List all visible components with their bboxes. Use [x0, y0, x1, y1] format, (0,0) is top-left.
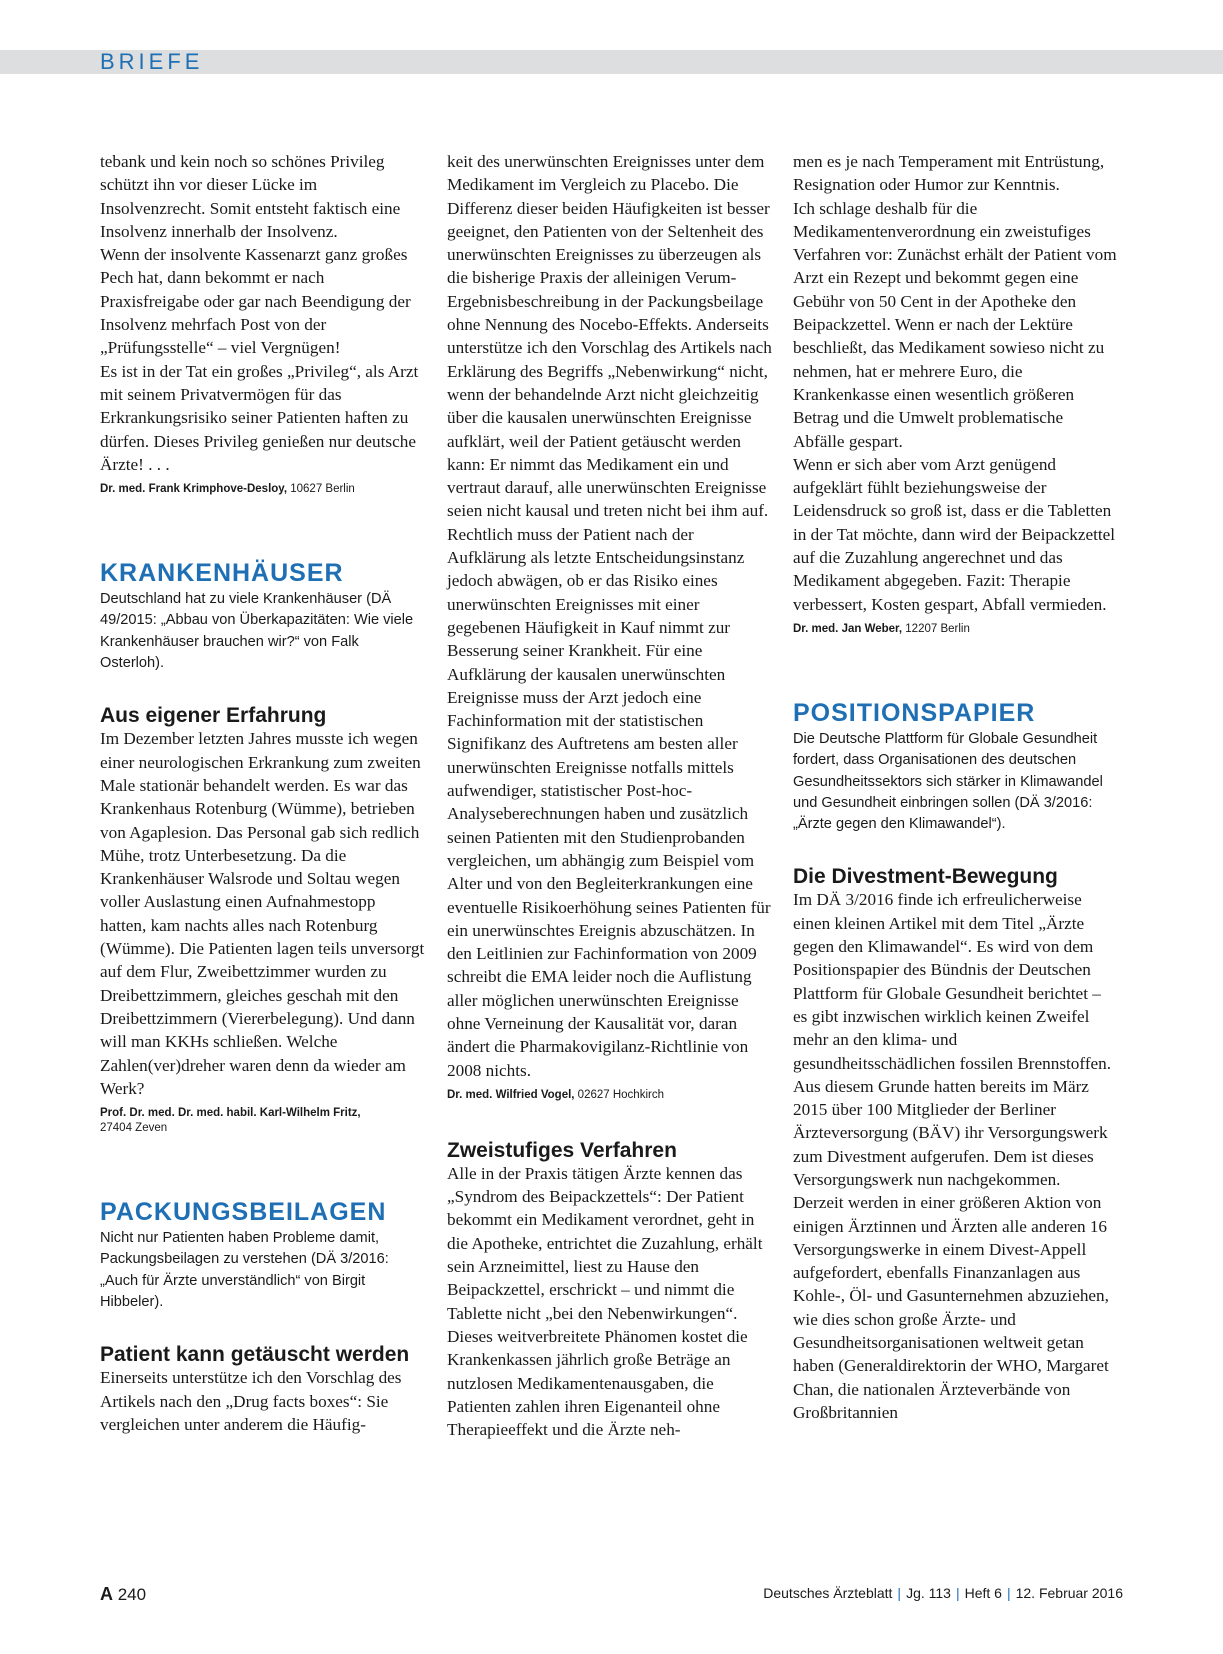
journal-issue: Heft 6 — [964, 1585, 1002, 1601]
paragraph: men es je nach Temperament mit Entrüstung, Resignation oder Humor zur Kenntnis. — [793, 152, 1105, 195]
article-subheading: Zweistufiges Verfahren — [447, 1138, 677, 1162]
signature-name: Dr. med. Frank Krimphove-Desloy, — [100, 483, 288, 496]
footer-separator: | — [955, 1585, 960, 1601]
paragraph: Einerseits unterstütze ich den Vorschlag des Artikels nach den „Drug facts boxes“: Sie vergleichen unter anderem die Häufig- — [100, 1368, 402, 1434]
section-lead: Nicht nur Patienten haben Probleme damit, Packungsbeilagen zu verstehen (DÄ 3/2016: „Auch für Ärzte unverständlich“ von Birgit Hibbeler). — [100, 1230, 389, 1310]
paragraph: Im DÄ 3/2016 finde ich erfreulicherweise einen kleinen Artikel mit dem Titel „Ärzte gegen den Klimawandel“. Es wird von dem Positionspapier des Bündnis der Deutschen Plattform für Globale Gesundheit berichtet – es gibt inzwischen wirklich keinen Zweifel mehr an den klima- und gesundheitsschädlichen fossilen Brennstoffen. — [793, 890, 1112, 1073]
paragraph: tebank und kein noch so schönes Privileg schützt ihn vor dieser Lücke im Insolvenzrecht. Somit entsteht faktisch eine Insolvenz innerhalb der Insolvenz. — [100, 152, 401, 241]
page-number — [100, 1584, 146, 1605]
paragraph: Im Dezember letzten Jahres musste ich wegen einer neurologischen Erkrankung zum zweiten Male stationär behandelt werden. Es war das Krankenhaus Rotenburg (Wümme), betrieben von Agaplesion. Das Personal gab sich redlich Mühe, trotz Unterbesetzung. Da die Krankenhäuser Walsrode und Soltau wegen voller Auslastung einen Aufnahmestopp hatten, kam nachts alles nach Rotenburg (Wümme). Die Patienten lagen teils unversorgt auf dem Flur, Zweibettzimmer wurden zu Dreibettzimmern, gleiches geschah mit den Dreibettzimmern (Viererbelegung). Und dann will man KKHs schließen. Welche Zahlen(ver)dreher waren denn da wieder am Werk? — [100, 729, 425, 1098]
signature-name: Dr. med. Wilfried Vogel, — [447, 1088, 575, 1101]
section-heading-packungsbeilagen: PACKUNGSBEILAGEN — [100, 1198, 387, 1227]
footer-separator: | — [897, 1585, 902, 1601]
journal-footer — [763, 1585, 1123, 1601]
signature-place: 27404 Zeven — [100, 1122, 168, 1135]
article-subheading: Patient kann getäuscht werden — [100, 1343, 410, 1367]
signature — [100, 482, 425, 497]
section-lead: Die Deutsche Plattform für Globale Gesundheit fordert, dass Organisationen des deutschen Gesundheitssektors sich stärker in Klimawandel und Gesundheit einbringen sollen (DÄ 3/2016: „Ärzte gegen den Klimawandel“). — [793, 730, 1103, 833]
paragraph: Alle in der Praxis tätigen Ärzte kennen das „Syndrom des Beipackzettels“: Der Patient bekommt ein Medikament verordnet, geht in die Apotheke, entrichtet die Zuzahlung, erhält sein Arzneimittel, liest zu Hause den Beipackzettel, erschrickt – und nimmt die Tablette nicht „bei den Nebenwirkungen“. Dieses weitverbreitete Phänomen kostet die Krankenkassen jährlich große Beträge an nutzlosen Medikamentenausgaben, die Patienten zahlen ihren Eigenanteil ohne Therapieeffekt und die Ärzte neh- — [447, 1163, 763, 1440]
paragraph: Derzeit werden in einer größeren Aktion von einigen Ärztinnen und Ärzten alle anderen 16 Versorgungswerke in einem Divest-Appell aufgefordert, ebenfalls Finanzanlagen aus Kohle-, Öl- und Gasunternehmen abzuziehen, wie dies schon große Ärzte- und Gesundheitsorganisationen weltweit getan haben (Generaldirektorin der WHO, Margaret Chan, die nationalen Ärzteverbände von Großbritannien — [793, 1193, 1109, 1422]
signature-place: 10627 Berlin — [287, 483, 355, 496]
signature-place: 02627 Hochkirch — [574, 1088, 664, 1101]
page-number-value: 240 — [113, 1585, 147, 1604]
signature-name: Dr. med. Jan Weber, — [793, 622, 903, 635]
journal-name: Deutsches Ärzteblatt — [763, 1585, 893, 1601]
paragraph: Aus diesem Grunde hatten bereits im März 2015 über 100 Mitglieder der Berliner Ärzteversorgung (BÄV) ihr Versorgungswerk zum Divestment aufgerufen. Dem ist dieses Versorgungswerk nun nachgekommen. — [793, 1076, 1108, 1189]
paragraph: keit des unerwünschten Ereignisses unter dem Medikament im Vergleich zu Placebo. Die Differenz dieser beiden Häufigkeiten ist besser geeignet, den Patienten von der Seltenheit des unerwünschten Ereignisses zu überzeugen als die bisherige Praxis der alleinigen Verum-Ergebnisbeschreibung in der Packungsbeilage ohne Nennung des Nocebo-Effekts. Anderseits unterstütze ich den Vorschlag des Artikels nach Erklärung des Begriffs „Nebenwirkung“ nicht, wenn der behandelnde Arzt nicht gleichzeitig über die kausalen unerwünschten Ereignisse aufklärt, weil der Patient getäuscht werden kann: Er nimmt das Medikament ein und vertraut darauf, alle unerwünschten Ereignisse seien nicht kausal und treten nicht bei ihm auf. Rechtlich muss der Patient nach der Aufklärung als letzte Entscheidungsinstanz jedoch abwägen, ob er das Risiko eines unerwünschten Ereignisses mit einer gegebenen Häufigkeit in Kauf nimmt zur Besserung seiner Krankheit. Für eine Aufklärung der kausalen unerwünschten Ereignisse muss der Arzt jedoch eine Fachinformation mit der statistischen Signifikanz des Auftretens am besten aller unerwünschten Ereignisse notfalls mittels aufwendiger, statistischer Post-hoc-Analyseberechnungen haben und zusätzlich seinen Patienten mit den Studienprobanden vergleichen, um abhängig zum Beispiel vom Alter und von den Begleiterkrankungen eine eventuelle Risikoerhöhung seines Patienten für ein unerwünschtes Ereignis abzuschätzen. In den Leitlinien zur Fachinformation von 2009 schreibt die EMA leider noch die Auflistung aller möglichen unerwünschten Ereignisse ohne Verneinung der Kausalität vor, daran ändert die Pharmakovigilanz-Richtlinie von 2008 nichts. — [447, 152, 772, 1080]
signature-name: Prof. Dr. med. Dr. med. habil. Karl-Wilhelm Fritz, — [100, 1107, 361, 1120]
journal-volume: Jg. 113 — [906, 1585, 951, 1601]
column-2 — [447, 150, 772, 1441]
section-lead: Deutschland hat zu viele Krankenhäuser (DÄ 49/2015: „Abbau von Überkapazitäten: Wie viele Krankenhäuser brauchen wir?“ von Falk Osterloh). — [100, 591, 414, 672]
page-letter: A — [100, 1584, 113, 1604]
paragraph: Es ist in der Tat ein großes „Privileg“, als Arzt mit seinem Privatvermögen für das Erkrankungsrisiko seiner Patienten haften zu dürfen. Dieses Privileg genießen nur deutsche Ärzte! . . . — [100, 361, 419, 474]
section-heading-krankenhaeuser: KRANKENHÄUSER — [100, 559, 344, 588]
article-subheading: Die Divestment-Bewegung — [793, 865, 1058, 889]
signature — [447, 1088, 772, 1103]
journal-date: 12. Februar 2016 — [1015, 1585, 1123, 1601]
signature — [793, 622, 1118, 637]
signature — [100, 1106, 425, 1136]
section-heading-positionspapier: POSITIONSPAPIER — [793, 698, 1036, 727]
footer-separator: | — [1006, 1585, 1011, 1601]
column-3 — [793, 150, 1118, 1424]
section-label: BRIEFE — [100, 49, 204, 74]
paragraph: Wenn er sich aber vom Arzt genügend aufgeklärt fühlt beziehungsweise der Leidensdruck so groß ist, dass er die Tabletten in der Tat möchte, dann wird der Beipackzettel auf die Zuzahlung angerechnet und das Medikament abgegeben. Fazit: Therapie verbessert, Kosten gespart, Abfall vermieden. — [793, 454, 1116, 614]
signature-place: 12207 Berlin — [902, 622, 970, 635]
paragraph: Wenn der insolvente Kassenarzt ganz großes Pech hat, dann bekommt er nach Praxisfreigabe oder gar nach Beendigung der Insolvenz mehrfach Post von der „Prüfungsstelle“ – viel Vergnügen! — [100, 245, 411, 358]
paragraph: Ich schlage deshalb für die Medikamentenverordnung ein zweistufiges Verfahren vor: Zunächst erhält der Patient vom Arzt ein Rezept und bekommt gegen eine Gebühr von 50 Cent in der Apotheke den Beipackzettel. Wenn er nach der Lektüre beschließt, das Medikament sowieso nicht zu nehmen, hat er mehrere Euro, die Krankenkasse einen wesentlich größeren Betrag und die Umwelt problematische Abfälle gespart. — [793, 198, 1117, 451]
column-1 — [100, 150, 425, 1436]
article-subheading: Aus eigener Erfahrung — [100, 704, 327, 728]
